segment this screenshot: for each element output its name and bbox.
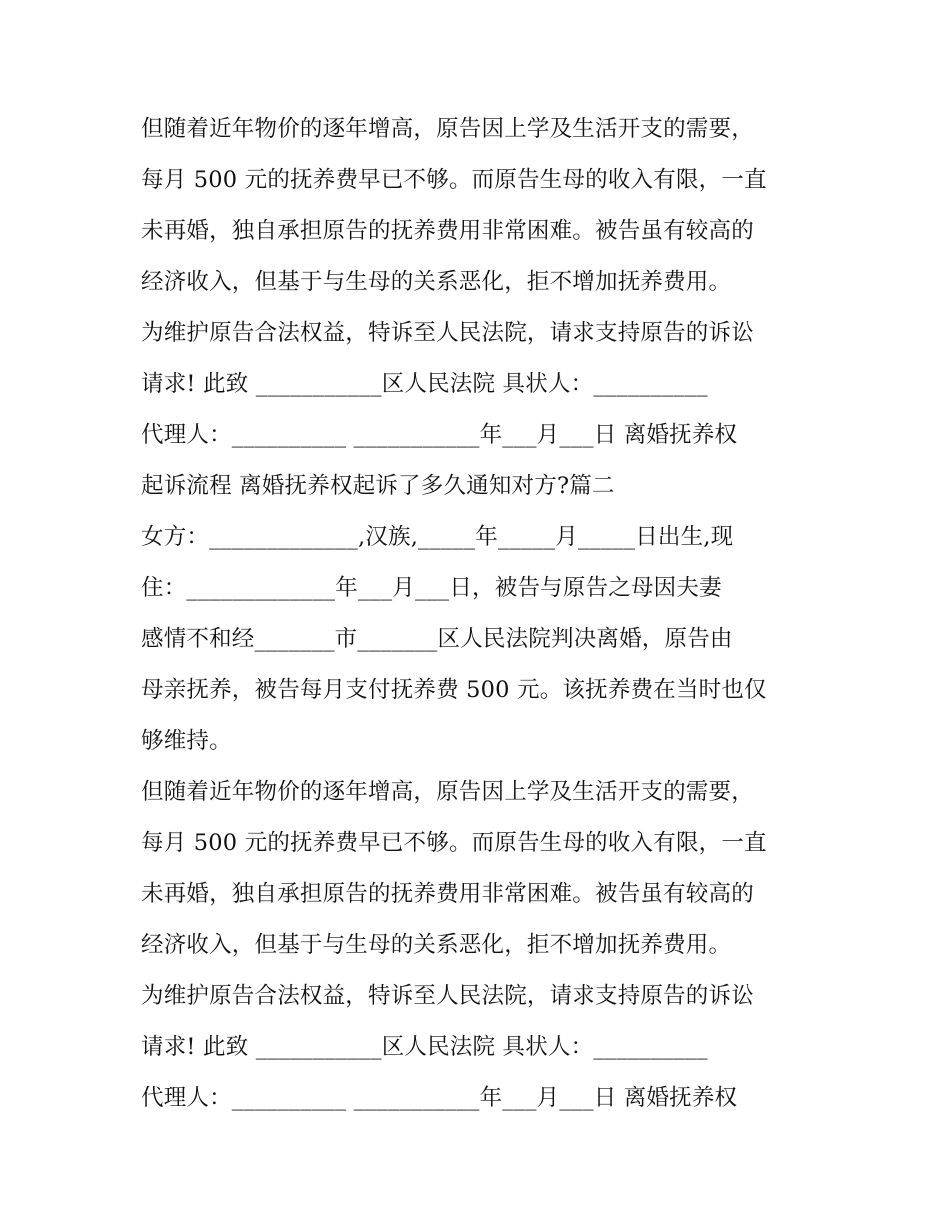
text-line: 起诉流程 离婚抚养权起诉了多久通知对方?篇二 [141,473,615,499]
text-line: 请求! 此致 ___________区人民法院 具状人：__________ [141,1034,708,1060]
text-line: 女方：_____________,汉族,_____年_____月_____日出生,现 [141,524,734,550]
text-line: 经济收入，但基于与生母的关系恶化，拒不增加抚养费用。 [141,932,732,958]
text-line: 为维护原告合法权益，特诉至人民法院，请求支持原告的诉讼 [141,983,754,1009]
text-line: 够维持。 [141,728,232,754]
text-line: 未再婚，独自承担原告的抚养费用非常困难。被告虽有较高的 [141,218,754,244]
text-line: 住：_____________年___月___日，被告与原告之母因夫妻 [141,575,722,601]
text-line: 请求! 此致 ___________区人民法院 具状人：__________ [141,371,708,397]
document-body [141,104,821,1124]
text-line: 每月 500 元的抚养费早已不够。而原告生母的收入有限，一直 [141,830,767,856]
text-line: 但随着近年物价的逐年增高，原告因上学及生活开支的需要， [141,779,754,805]
text-line: 为维护原告合法权益，特诉至人民法院，请求支持原告的诉讼 [141,320,754,346]
text-line: 经济收入，但基于与生母的关系恶化，拒不增加抚养费用。 [141,269,732,295]
text-line: 但随着近年物价的逐年增高，原告因上学及生活开支的需要， [141,116,754,142]
text-line: 代理人：__________ ___________年___月___日 离婚抚养权 [141,422,738,448]
text-line: 每月 500 元的抚养费早已不够。而原告生母的收入有限，一直 [141,167,767,193]
text-line: 感情不和经_______市_______区人民法院判决离婚，原告由 [141,626,733,652]
text-line: 未再婚，独自承担原告的抚养费用非常困难。被告虽有较高的 [141,881,754,907]
text-line: 代理人：__________ ___________年___月___日 离婚抚养权 [141,1085,738,1111]
text-line: 母亲抚养，被告每月支付抚养费 500 元。该抚养费在当时也仅 [141,677,767,703]
